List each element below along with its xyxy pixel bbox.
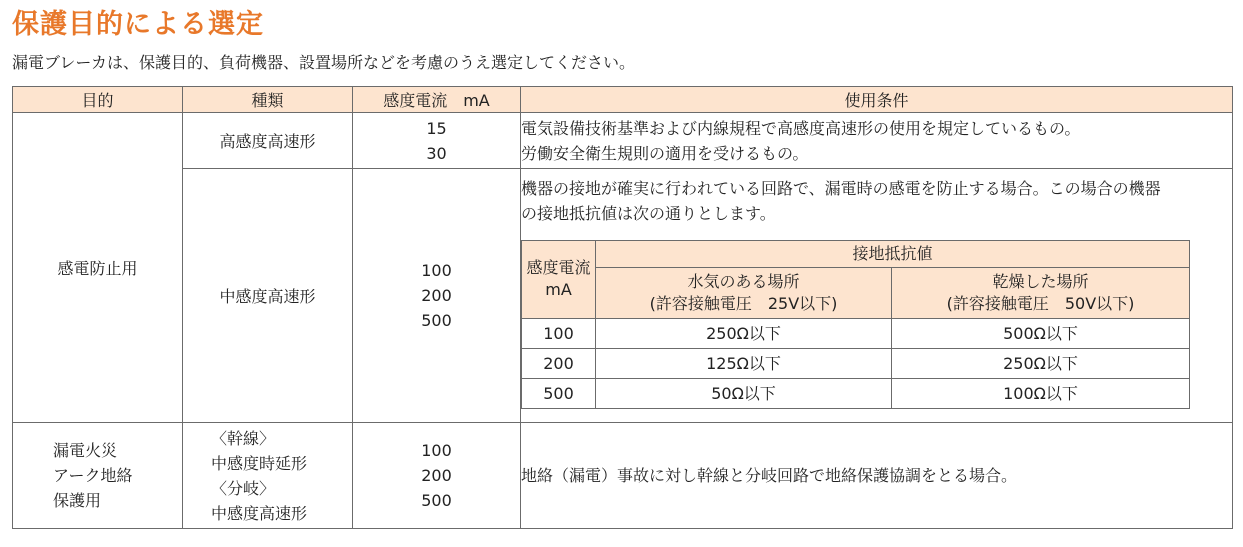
grounding-resistance-table xyxy=(521,240,1190,409)
header-type: 種類 xyxy=(183,87,353,113)
conditions-medium xyxy=(521,169,1233,423)
currents-fire xyxy=(353,423,521,529)
conditions-high xyxy=(521,113,1233,169)
sub-header-sensitivity xyxy=(522,240,596,318)
selection-table xyxy=(12,86,1233,529)
intro-text: 漏電ブレーカは、保護目的、負荷機器、設置場所などを考慮のうえ選定してください。 xyxy=(12,53,636,72)
sub-header-line: (許容接触電圧 25V以下) xyxy=(649,293,838,313)
type-line: 〈幹線〉 xyxy=(211,428,276,448)
sub-dry-value: 250Ω以下 xyxy=(892,348,1190,378)
purpose-shock xyxy=(13,113,183,423)
purpose-fire xyxy=(13,423,183,529)
sub-header-line: (許容接触電圧 50V以下) xyxy=(946,293,1135,313)
currents-high xyxy=(353,113,521,169)
type-line: 〈分岐〉 xyxy=(211,478,276,498)
header-row xyxy=(13,87,1233,113)
condition-line: 地絡（漏電）事故に対し幹線と分岐回路で地絡保護協調をとる場合。 xyxy=(521,466,1018,485)
current-value: 15 xyxy=(426,118,447,138)
purpose-line: アーク地絡 xyxy=(53,466,133,485)
current-value: 30 xyxy=(426,143,447,163)
sub-wet-value: 250Ω以下 xyxy=(596,318,892,348)
sub-header-group: 接地抵抗値 xyxy=(596,240,1190,267)
current-value: 500 xyxy=(421,491,452,510)
type-medium-sensitivity xyxy=(183,169,353,423)
table-row xyxy=(13,169,1233,423)
sub-header-wet xyxy=(596,267,892,318)
header-sensitivity: 感度電流 mA xyxy=(353,87,521,113)
condition-line: 電気設備技術基準および内線規程で高感度高速形の使用を規定しているもの。 xyxy=(521,118,1081,138)
current-value: 200 xyxy=(421,466,452,485)
current-value: 100 xyxy=(421,261,452,280)
sub-wet-value: 125Ω以下 xyxy=(596,348,892,378)
purpose-line: 漏電火災 xyxy=(53,441,118,460)
page-title: 保護目的による選定 xyxy=(12,9,264,40)
type-line: 中感度高速形 xyxy=(211,503,308,523)
sub-header-line: 感度電流 xyxy=(526,258,591,277)
type-high-sensitivity xyxy=(183,113,353,169)
purpose-line: 保護用 xyxy=(53,491,102,510)
header-conditions: 使用条件 xyxy=(521,87,1233,113)
purpose-shock-label: 感電防止用 xyxy=(57,259,138,278)
condition-line: の接地抵抗値は次の通りとします。 xyxy=(521,203,776,223)
condition-line: 機器の接地が確実に行われている回路で、漏電時の感電を防止する場合。この場合の機器 xyxy=(521,178,1161,198)
type-medium-label: 中感度高速形 xyxy=(219,287,316,306)
sub-current: 100 xyxy=(522,318,596,348)
sub-table-row xyxy=(522,378,1190,408)
sub-current: 500 xyxy=(522,378,596,408)
sub-table-row xyxy=(522,348,1190,378)
current-value: 500 xyxy=(421,311,452,330)
header-purpose: 目的 xyxy=(13,87,183,113)
table-row xyxy=(13,423,1233,529)
sub-dry-value: 500Ω以下 xyxy=(892,318,1190,348)
sub-wet-value: 50Ω以下 xyxy=(596,378,892,408)
sub-header-line: mA xyxy=(545,280,572,299)
conditions-fire xyxy=(521,423,1233,529)
condition-line: 労働安全衛生規則の適用を受けるもの。 xyxy=(521,143,809,163)
table-row xyxy=(13,113,1233,169)
current-value: 100 xyxy=(421,441,452,460)
type-line: 中感度時延形 xyxy=(211,453,308,473)
sub-current: 200 xyxy=(522,348,596,378)
type-fire xyxy=(183,423,353,529)
current-value: 200 xyxy=(421,286,452,305)
sub-header-dry xyxy=(892,267,1190,318)
sub-dry-value: 100Ω以下 xyxy=(892,378,1190,408)
sub-header-line: 水気のある場所 xyxy=(687,271,800,291)
sub-header-line: 乾燥した場所 xyxy=(992,271,1089,291)
sub-table-row xyxy=(522,318,1190,348)
currents-medium xyxy=(353,169,521,423)
type-high-label: 高感度高速形 xyxy=(219,132,316,151)
